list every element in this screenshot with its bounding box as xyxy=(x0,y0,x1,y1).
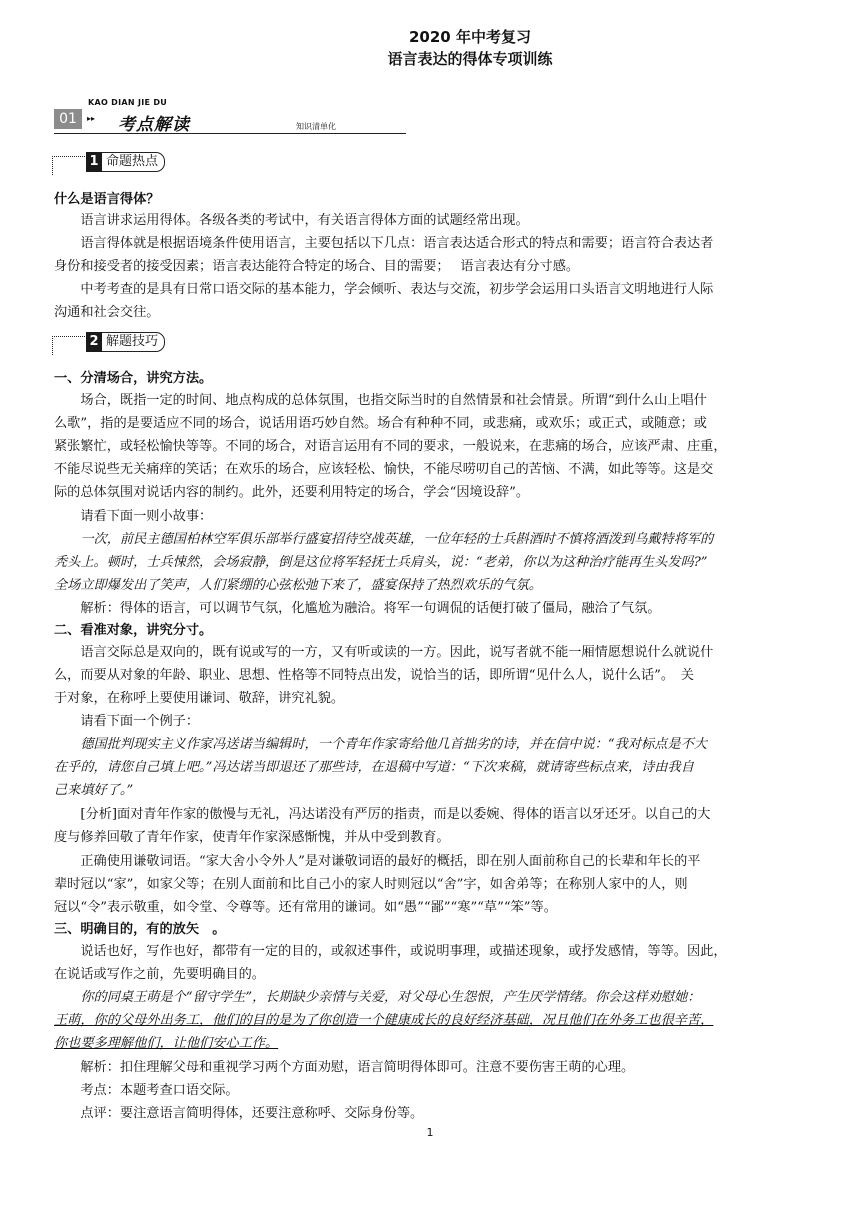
tag-number: 1 xyxy=(86,152,102,172)
body-line: 在说话或写作之前，先要明确目的。 xyxy=(54,967,265,982)
body-line: 不能尽说些无关痛痒的笑话；在欢乐的场合，应该轻松、愉快，不能尽唠叨自己的苦恼、不满，如此等等。这是交 xyxy=(54,462,714,477)
body-line: 语言得体就是根据语境条件使用语言，主要包括以下几点：语言表达适合形式的特点和需要；语言符合表达者 xyxy=(54,236,714,251)
banner-subheading: 知识清单化 xyxy=(296,122,336,131)
banner-english: KAO DIAN JIE DU xyxy=(88,98,168,107)
body-line: 么歌”，指的是要适应不同的场合，说话用语巧妙自然。场合有种种不同，或悲痛，或欢乐；或正式，或随意；或 xyxy=(54,416,707,431)
tag-label: 命题热点 xyxy=(102,152,165,172)
body-line: 解析：得体的语言，可以调节气氛，化尴尬为融洽。将军一句调侃的话便打破了僵局，融洽了气氛。 xyxy=(54,601,661,616)
tag-label: 解题技巧 xyxy=(102,332,165,352)
body-line: 度与修养回敬了青年作家，使青年作家深感惭愧，并从中受到教育。 xyxy=(54,830,450,845)
document-title-line1: 2020 年中考复习 xyxy=(409,28,531,46)
section-banner xyxy=(54,98,406,138)
body-line: 场合，既指一定的时间、地点构成的总体氛围，也指交际当时的自然情景和社会情景。所谓“到什么山上唱什 xyxy=(54,393,707,408)
story-line: 你的同桌王萌是个“留守学生”，长期缺少亲情与关爱，对父母心生怨恨，产生厌学情绪。你会这样劝慰她： xyxy=(54,990,701,1005)
body-line: 说话也好，写作也好，都带有一定的目的，或叙述事件，或说明事理，或描述现象，或抒发感情，等等。因此， xyxy=(54,944,727,959)
body-line: 考点：本题考查口语交际。 xyxy=(54,1083,239,1098)
body-line: 辈时冠以“家”，如家父等；在别人面前和比自己小的家人时则冠以“舍”字，如舍弟等；在称别人家中的人，则 xyxy=(54,877,688,892)
dotted-corner xyxy=(52,336,87,355)
body-line: [分析]面对青年作家的傲慢与无礼，冯达诺没有严厉的指责，而是以委婉、得体的语言以牙还牙。以自己的大 xyxy=(54,807,711,822)
body-line: 请看下面一则小故事： xyxy=(54,509,213,524)
story-line: 在乎的，请您自己填上吧。”冯达诺当即退还了那些诗，在退稿中写道：“下次来稿，就请寄些标点来，诗由我自 xyxy=(54,760,694,775)
body-line: 解析：扣住理解父母和重视学习两个方面劝慰，语言简明得体即可。注意不要伤害王萌的心理。 xyxy=(54,1060,635,1075)
story-line: 德国批判现实主义作家冯送诺当编辑时，一个青年作家寄给他几首拙劣的诗，并在信中说：“我对标点是不大 xyxy=(54,737,707,752)
tag-number: 2 xyxy=(86,332,102,352)
body-line: 冠以“令”表示敬重，如令堂、令尊等。还有常用的谦词。如“愚”“鄙”“寒”“草”“笨”等。 xyxy=(54,900,557,915)
story-line: 一次，前民主德国柏林空军俱乐部举行盛宴招待空战英雄，一位年轻的士兵斟酒时不慎将酒泼到乌戴特将军的 xyxy=(54,532,714,547)
banner-number: 01 xyxy=(54,109,82,129)
body-line: 么，而要从对象的年龄、职业、思想、性格等不同特点出发，说恰当的话，即所谓“见什么人，说什么话”。 关 xyxy=(54,668,694,683)
body-line: 身份和接受者的接受因素；语言表达能符合特定的场合、目的需要； 语言表达有分寸感。 xyxy=(54,259,580,274)
body-line: 中考考查的是具有日常口语交际的基本能力，学会倾听、表达与交流，初步学会运用口头语言文明地进行人际 xyxy=(54,282,714,297)
dotted-corner xyxy=(52,156,87,175)
body-line: 紧张繁忙，或轻松愉快等等。不同的场合，对语言运用有不同的要求，一般说来，在悲痛的场合，应该严肃、庄重， xyxy=(54,439,727,454)
question-heading: 什么是语言得体？ xyxy=(54,192,160,207)
section-heading-2: 二、看准对象，讲究分寸。 xyxy=(54,623,213,638)
story-line: 全场立即爆发出了笑声，人们紧绷的心弦松弛下来了，盛宴保持了热烈欢乐的气氛。 xyxy=(54,578,542,593)
double-arrow-icon: ▸▸ xyxy=(87,114,96,123)
banner-heading: 考点解读 xyxy=(118,115,190,135)
body-line: 正确使用谦敬词语。“家大舍小令外人”是对谦敬词语的最好的概括，即在别人面前称自己的长辈和年长的平 xyxy=(54,854,701,869)
document-title-line2: 语言表达的得体专项训练 xyxy=(387,50,553,68)
page-number: 1 xyxy=(426,1126,434,1139)
section-heading-3: 三、明确目的，有的放矢 。 xyxy=(54,922,226,937)
section-tag-hot-topics xyxy=(52,152,182,176)
section-heading-1: 一、分清场合，讲究方法。 xyxy=(54,371,213,386)
body-line: 于对象，在称呼上要使用谦词、敬辞，讲究礼貌。 xyxy=(54,691,345,706)
section-tag-techniques xyxy=(52,332,182,356)
story-line: 己来填好了。” xyxy=(54,783,134,798)
body-line: 沟通和社会交往。 xyxy=(54,305,160,320)
body-line: 语言讲求运用得体。各级各类的考试中，有关语言得体方面的试题经常出现。 xyxy=(54,213,529,228)
answer-line: 你也要多理解他们，让他们安心工作。 xyxy=(54,1036,279,1051)
story-line: 秃头上。顿时，士兵悚然，会场寂静，倒是这位将军轻抚士兵肩头，说：“老弟，你以为这种治疗能再生头发吗?” xyxy=(54,555,708,570)
answer-line: 王萌，你的父母外出务工，他们的目的是为了你创造一个健康成长的良好经济基础，况且他们在外务工也很辛苦， xyxy=(54,1013,714,1028)
body-line: 际的总体氛围对说话内容的制约。此外，还要利用特定的场合，学会“因境设辞”。 xyxy=(54,485,530,500)
banner-rule xyxy=(54,133,406,134)
body-line: 请看下面一个例子： xyxy=(54,714,200,729)
body-line: 点评：要注意语言简明得体，还要注意称呼、交际身份等。 xyxy=(54,1106,424,1121)
body-line: 语言交际总是双向的，既有说或写的一方，又有听或读的一方。因此，说写者就不能一厢情愿想说什么就说什 xyxy=(54,645,714,660)
